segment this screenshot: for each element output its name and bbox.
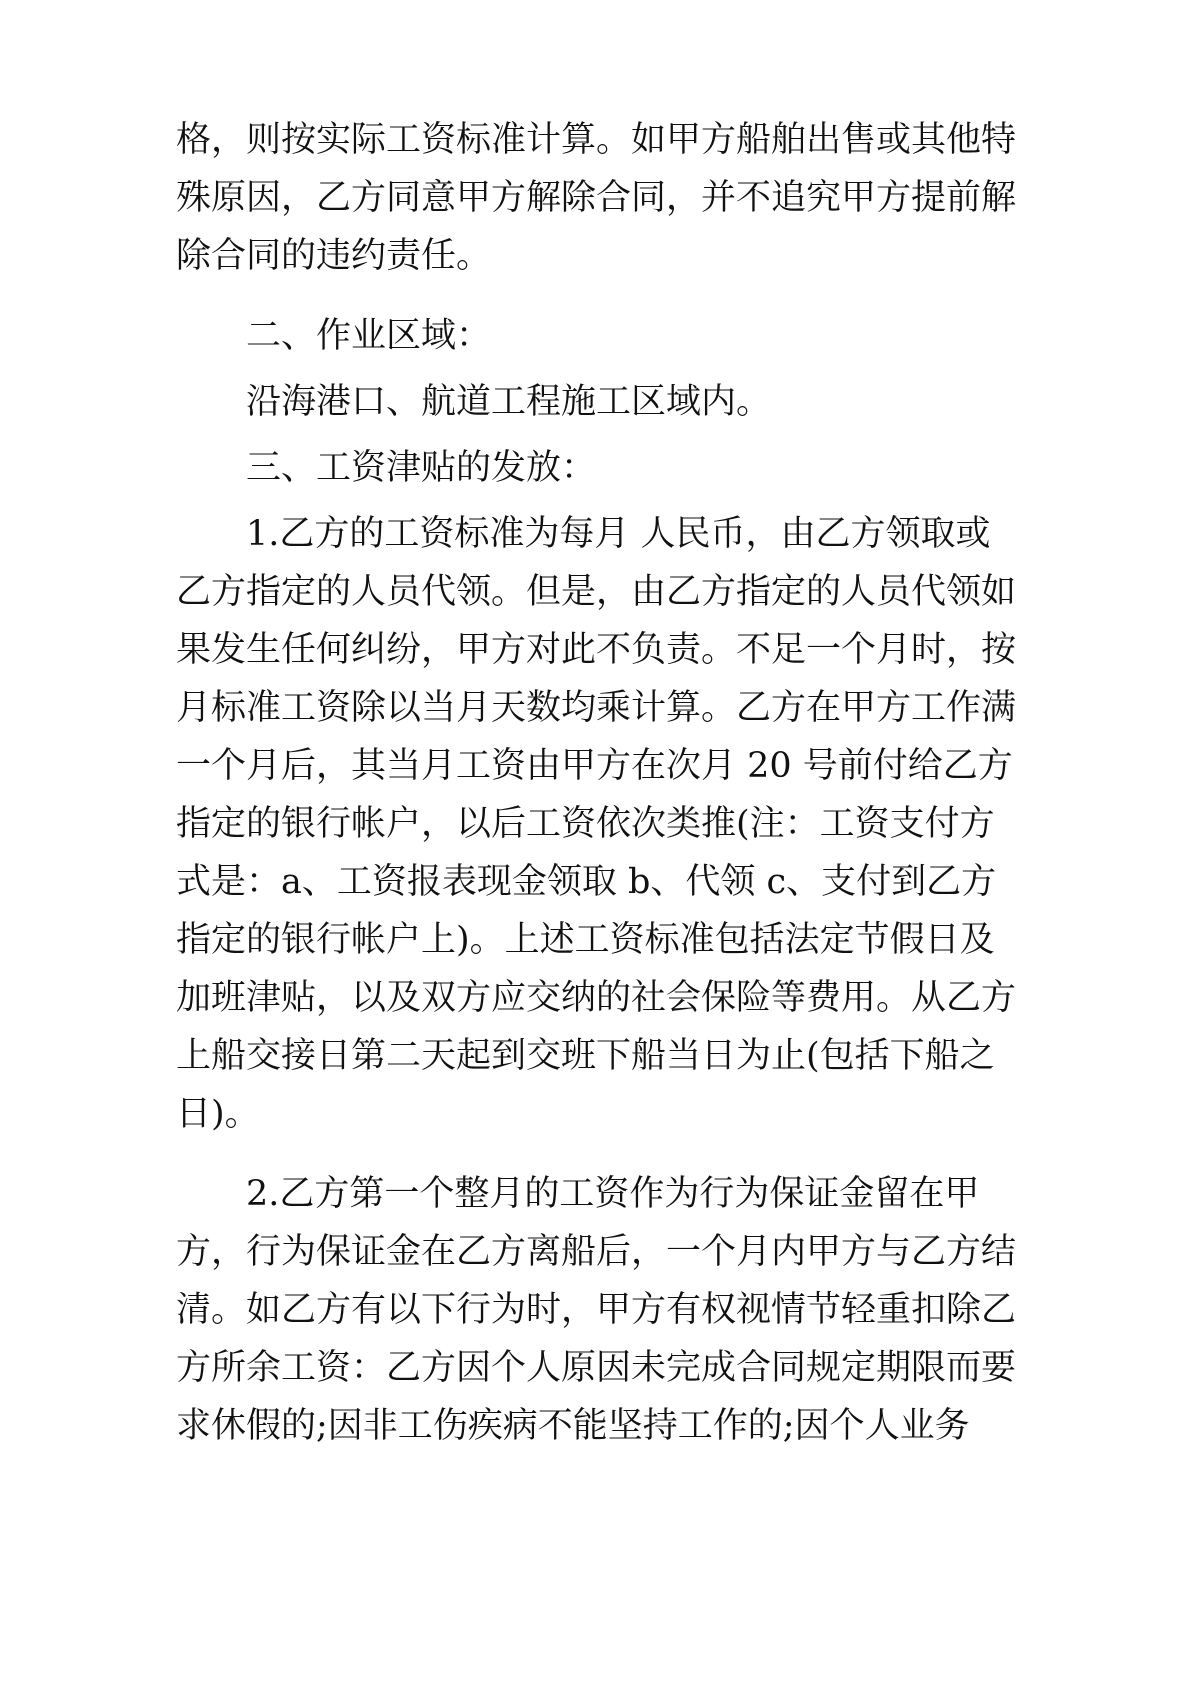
text-line: 沿海港口、航道工程施工区域内。 — [246, 382, 772, 422]
text-line: 清。如乙方有以下行为时，甲方有权视情节轻重扣除乙 — [176, 1290, 1017, 1330]
text-line: 指定的银行帐户上)。上述工资标准包括法定节假日及 — [176, 920, 995, 960]
text-line: 除合同的违约责任。 — [176, 236, 492, 276]
text-line: 殊原因，乙方同意甲方解除合同，并不追究甲方提前解 — [176, 178, 1017, 218]
text-line: 格，则按实际工资标准计算。如甲方船舶出售或其他特 — [176, 120, 1017, 160]
text-line: 加班津贴，以及双方应交纳的社会保险等费用。从乙方 — [176, 978, 1017, 1018]
text-line: 方，行为保证金在乙方离船后，一个月内甲方与乙方结 — [176, 1232, 1017, 1272]
text-line: 式是：a、工资报表现金领取 b、代领 c、支付到乙方 — [176, 862, 997, 902]
text-line: 求休假的;因非工伤疾病不能坚持工作的;因个人业务 — [176, 1406, 970, 1446]
text-line: 果发生任何纠纷，甲方对此不负责。不足一个月时，按 — [176, 630, 1017, 670]
text-line: 方所余工资：乙方因个人原因未完成合同规定期限而要 — [176, 1348, 1017, 1388]
text-line: 指定的银行帐户，以后工资依次类推(注：工资支付方 — [176, 804, 995, 844]
text-line: 一个月后，其当月工资由甲方在次月 20 号前付给乙方 — [176, 746, 1013, 786]
text-line: 日)。 — [176, 1094, 260, 1134]
clause-2-start: 2.乙方第一个整月的工资作为行为保证金留在甲 — [246, 1174, 980, 1214]
section-heading-wages: 三、工资津贴的发放： — [246, 448, 597, 488]
text-line: 上船交接日第二天起到交班下船当日为止(包括下船之 — [176, 1036, 995, 1076]
text-line: 月标准工资除以当月天数均乘计算。乙方在甲方工作满 — [176, 688, 1017, 728]
section-heading-work-area: 二、作业区域： — [246, 316, 492, 356]
text-line: 乙方指定的人员代领。但是，由乙方指定的人员代领如 — [176, 572, 1017, 612]
clause-1-start: 1.乙方的工资标准为每月 人民币，由乙方领取或 — [246, 514, 991, 554]
